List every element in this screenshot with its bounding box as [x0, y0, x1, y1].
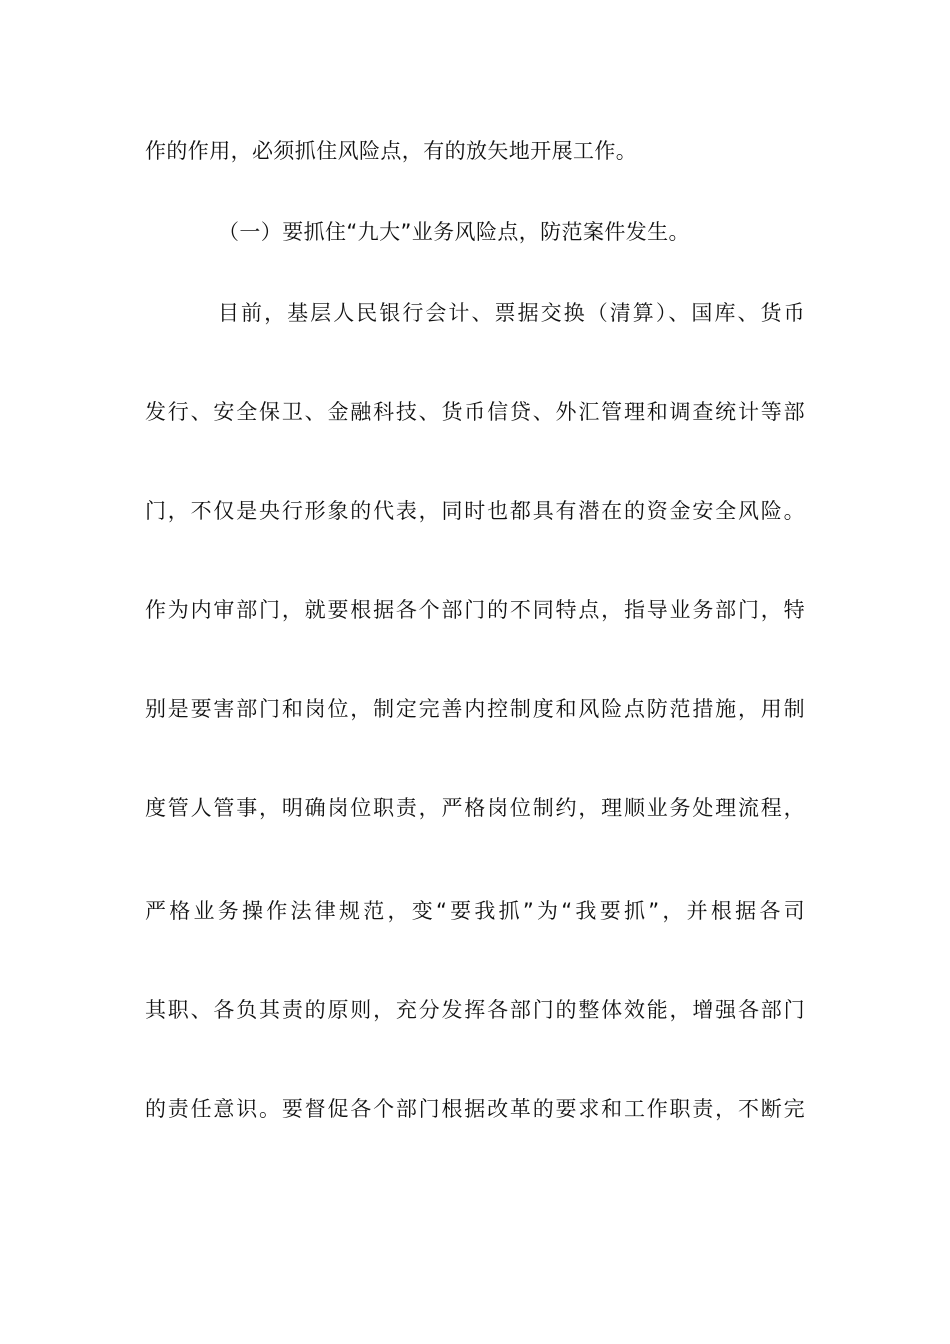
paragraph-line: 作的作用，必须抓住风险点，有的放矢地开展工作。 — [145, 139, 638, 163]
paragraph-line: 别是要害部门和岗位，制定完善内控制度和风险点防范措施，用制 — [145, 697, 805, 721]
section-heading: （一）要抓住“九大”业务风险点，防范案件发生。 — [218, 220, 690, 244]
paragraph-line: 度管人管事，明确岗位职责，严格岗位制约，理顺业务处理流程， — [145, 796, 805, 820]
paragraph-line: 发行、安全保卫、金融科技、货币信贷、外汇管理和调查统计等部 — [145, 400, 805, 424]
paragraph-line: 作为内审部门，就要根据各个部门的不同特点，指导业务部门，特 — [145, 598, 805, 622]
paragraph-line: 严格业务操作法律规范，变“要我抓”为“我要抓”，并根据各司 — [145, 899, 805, 923]
paragraph-line: 的责任意识。要督促各个部门根据改革的要求和工作职责，不断完 — [145, 1097, 805, 1121]
paragraph-line: 目前，基层人民银行会计、票据交换（清算）、国库、货币 — [218, 301, 805, 325]
paragraph-line: 门，不仅是央行形象的代表，同时也都具有潜在的资金安全风险。 — [145, 499, 805, 523]
paragraph-line: 其职、各负其责的原则，充分发挥各部门的整体效能，增强各部门 — [145, 998, 805, 1022]
